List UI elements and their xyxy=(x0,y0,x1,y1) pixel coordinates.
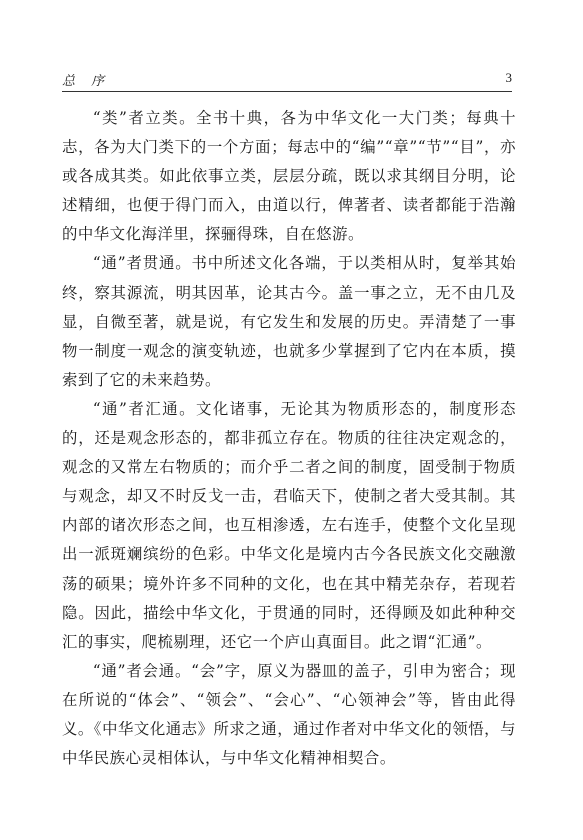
paragraph-huitong: “通”者汇通。文化诸事，无论其为物质形态的，制度形态的，还是观念形态的，都非孤立存在。物质的往往决定观念的，观念的又常左右物质的；而介乎二者之间的制度，固受制于物质与观念，却又不时反戈一击，君临天下，使制之者大受其制。其内部的诸次形态之间，也互相渗透，左右连手，使整个文化呈现出一派斑斓缤纷的色彩。中华文化是境内古今各民族文化交融激荡的硕果；境外许多不同种的文化，也在其中精芜杂存，若现若隐。因此，描绘中华文化，于贯通的同时，还得顾及如此种种交汇的事实，爬梳剔理，还它一个庐山真面目。此之谓“汇通”。 xyxy=(62,399,516,651)
header-rule xyxy=(62,91,512,92)
paragraph-guantong: “通”者贯通。书中所述文化各端，于以类相从时，复举其始终，察其源流，明其因革，论其古今。盖一事之立，无不由几及显，自微至著，就是说，有它发生和发展的历史。弄清楚了一事物一制度一观念的演变轨迹，也就多少掌握到了它内在本质，摸索到了它的未来趋势。 xyxy=(62,254,516,389)
header-title: 总 序 xyxy=(62,74,111,89)
page-number: 3 xyxy=(505,70,512,85)
paragraph-huitong-hui: “通”者会通。“会”字，原义为器皿的盖子，引申为密合；现在所说的“体会”、“领会”、“会心”、“心领神会”等，皆由此得义。《中华文化通志》所求之通，通过作者对中华文化的领悟，与中华民族心灵相体认，与中华文化精神相契合。 xyxy=(62,661,516,768)
paragraph-lei: “类”者立类。全书十典，各为中华文化一大门类；每典十志，各为大门类下的一个方面；每志中的“编”“章”“节”“目”，亦或各成其类。如此依事立类，层层分疏，既以求其纲目分明，论述精细，也便于得门而入，由道以行，俾著者、读者都能于浩瀚的中华文化海洋里，探骊得珠，自在悠游。 xyxy=(62,109,516,244)
running-header xyxy=(62,70,512,90)
body-text xyxy=(62,104,516,773)
